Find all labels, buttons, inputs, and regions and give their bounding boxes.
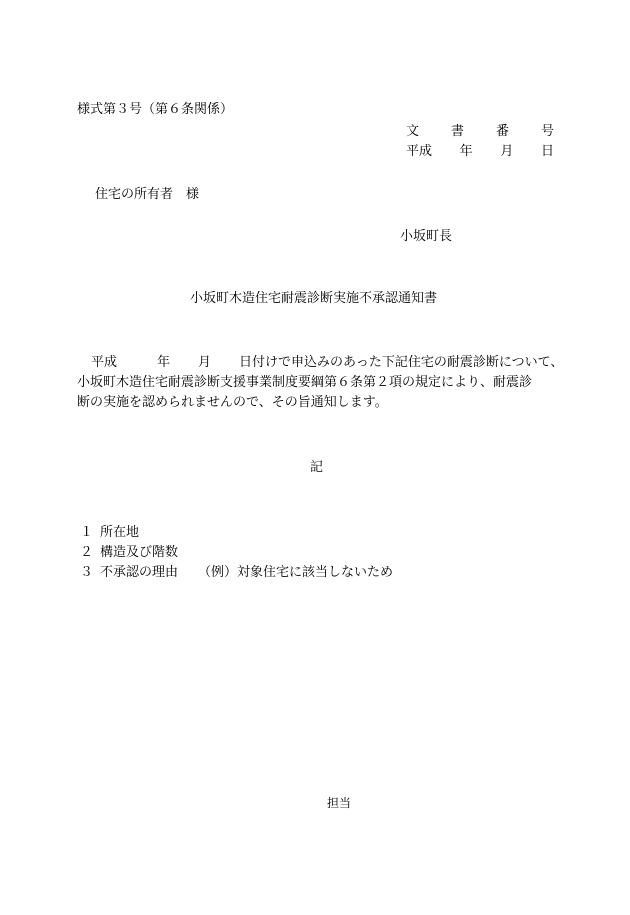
body-line-1	[77, 353, 577, 373]
date-day: 日	[540, 144, 554, 159]
item-number: ３	[80, 565, 94, 580]
item-label: 不承認の理由	[100, 565, 179, 580]
ki-marker: 記	[310, 460, 324, 475]
doc-number-char: 号	[540, 124, 554, 139]
body-text	[77, 353, 577, 413]
form-label: 様式第３号（第６条関係）	[77, 102, 234, 117]
date-era: 平成	[406, 144, 433, 159]
body-month: 月	[198, 355, 212, 370]
list-item	[80, 543, 393, 563]
doc-number-char: 書	[450, 124, 464, 139]
tanto-label: 担当	[327, 796, 352, 810]
list-item	[80, 563, 393, 583]
addressee: 住宅の所有者 様	[95, 187, 200, 202]
doc-number-char: 文	[406, 124, 420, 139]
item-number: １	[80, 525, 94, 540]
document-date	[406, 145, 554, 158]
document-number	[406, 125, 554, 138]
item-label: 所在地	[100, 525, 140, 540]
item-list	[80, 523, 393, 583]
body-era: 平成	[91, 355, 118, 370]
doc-number-char: 番	[495, 124, 509, 139]
document-title: 小坂町木造住宅耐震診断実施不承認通知書	[190, 291, 438, 306]
body-line1-rest: 日付けで申込みのあった下記住宅の耐震診断について、	[239, 355, 564, 370]
body-line-2: 小坂町木造住宅耐震診断支援事業制度要綱第６条第２項の規定により、耐震診	[77, 375, 533, 390]
date-month: 月	[500, 144, 514, 159]
date-year: 年	[459, 144, 473, 159]
item-note: （例）対象住宅に該当しないため	[198, 565, 394, 580]
item-label: 構造及び階数	[100, 545, 179, 560]
item-number: ２	[80, 545, 94, 560]
issuer: 小坂町長	[400, 229, 453, 244]
list-item	[80, 523, 393, 543]
body-line-3: 断の実施を認められませんので、その旨通知します。	[77, 395, 388, 410]
body-year: 年	[157, 355, 171, 370]
